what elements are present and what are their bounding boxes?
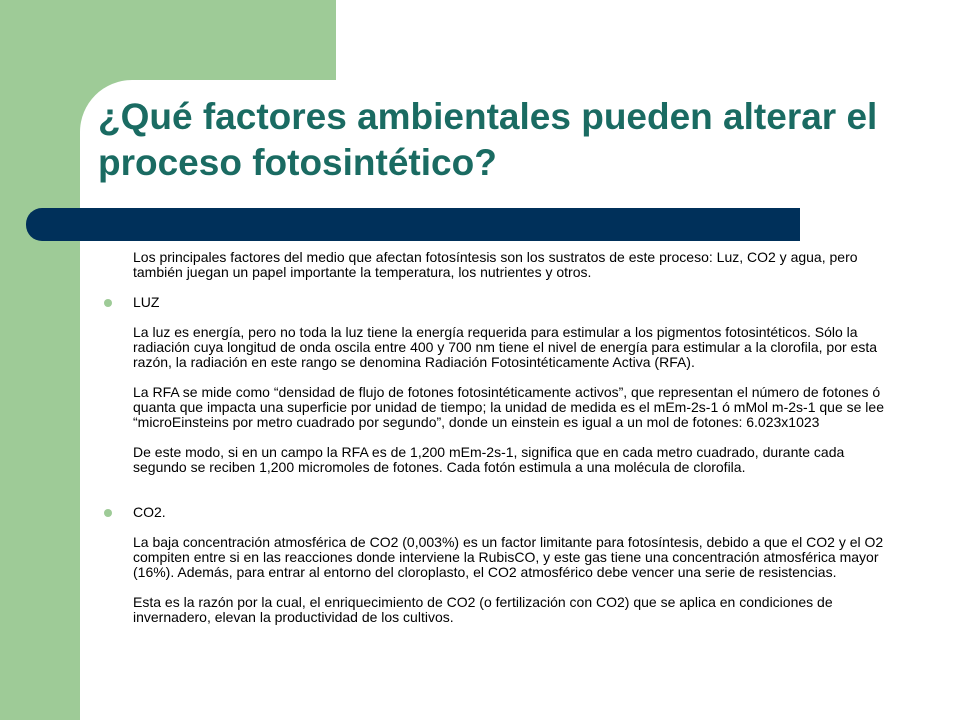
slide-title: ¿Qué factores ambientales pueden alterar el proceso fotosintético?: [98, 96, 878, 183]
title-underline-bar: [26, 208, 800, 241]
bullet-heading: LUZ: [133, 294, 160, 310]
bullet-paragraph: Esta es la razón por la cual, el enriquecimiento de CO2 (o fertilización con CO2) que se aplica en condiciones de invernadero, elevan la productividad de los cultivos.: [133, 594, 833, 625]
bullet-item-co2: [104, 505, 884, 625]
bullet-heading: CO2.: [133, 504, 166, 520]
bullet-dot-icon: [104, 509, 112, 517]
slide-body: [104, 250, 884, 625]
bullet-dot-icon: [104, 299, 112, 307]
intro-paragraph: Los principales factores del medio que afectan fotosíntesis son los sustratos de este proceso: Luz, CO2 y agua, pero también juegan un papel importante la temperatura, los nutrientes y otros.: [133, 249, 858, 280]
bullet-paragraph: La RFA se mide como “densidad de flujo de fotones fotosintéticamente activos”, que representan el número de fotones ó quanta que impacta una superficie por unidad de tiempo; la unidad de medida es el mEm-2s-1 ó mMol m-2s-1 que se lee “microEinsteins por metro cuadrado por segundo”, donde un einstein es igual a un mol de fotones: 6.023x1023: [133, 384, 884, 430]
bullet-paragraph: La baja concentración atmosférica de CO2 (0,003%) es un factor limitante para fotosíntesis, debido a que el CO2 y el O2 compiten entre si en las reacciones donde interviene la RubisCO, y este gas tiene una concentración atmosférica mayor (16%). Además, para entrar al entorno del cloroplasto, el CO2 atmosférico debe vencer una serie de resistencias.: [133, 534, 884, 580]
bullet-paragraph: De este modo, si en un campo la RFA es de 1,200 mEm-2s-1, significa que en cada metro cuadrado, durante cada segundo se reciben 1,200 micromoles de fotones. Cada fotón estimula a una molécula de clorofila.: [133, 444, 845, 475]
bullet-item-luz: [104, 295, 884, 475]
bullet-paragraph: La luz es energía, pero no toda la luz tiene la energía requerida para estimular a los pigmentos fotosintéticos. Sólo la radiación cuya longitud de onda oscila entre 400 y 700 nm tiene el nivel de energía para estimular a la clorofila, por esta razón, la radiación en este rango se denomina Radiación Fotosintéticamente Activa (RFA).: [133, 324, 878, 370]
